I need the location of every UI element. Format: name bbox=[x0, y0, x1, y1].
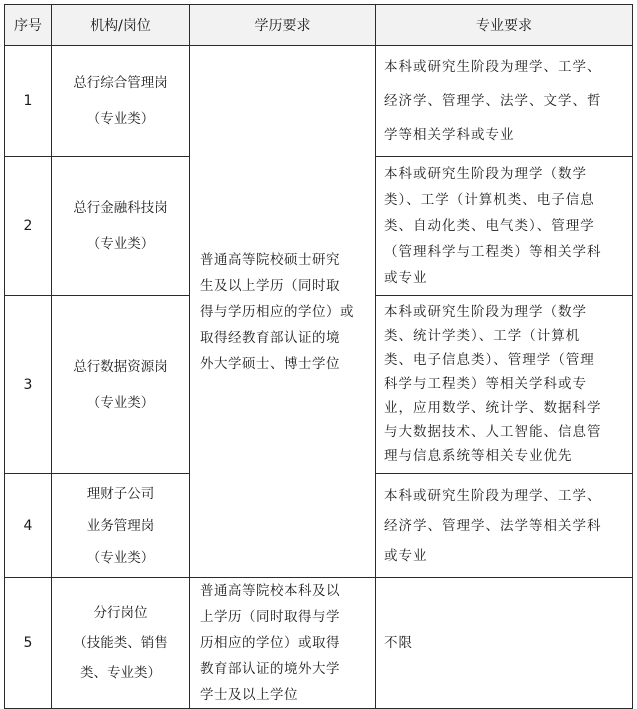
major-line: 与大数据技术、人工智能、信息管 bbox=[384, 424, 602, 440]
major-line: 或专业 bbox=[384, 547, 428, 564]
row-number: 2 bbox=[5, 157, 52, 296]
header-no: 序号 bbox=[5, 5, 52, 46]
position-line: （专业类） bbox=[86, 394, 155, 411]
row-number: 4 bbox=[5, 474, 52, 578]
position-line: 理财子公司 bbox=[86, 485, 155, 502]
education-line: 普通高等院校本科及以 bbox=[200, 583, 340, 599]
table-row bbox=[5, 46, 633, 157]
major-line: 类、统计学类）、工学（计算机 bbox=[384, 328, 581, 344]
row-number: 5 bbox=[5, 578, 52, 709]
row-number: 3 bbox=[5, 296, 52, 474]
education-line: 外大学硕士、博士学位 bbox=[200, 355, 340, 372]
position-line: 类、专业类） bbox=[80, 665, 161, 681]
major-cell bbox=[376, 157, 633, 296]
table-row bbox=[5, 578, 633, 709]
header-major: 专业要求 bbox=[376, 5, 633, 46]
position-line: （专业类） bbox=[86, 236, 155, 252]
education-line: 历相应的学位）或取得 bbox=[200, 635, 340, 651]
major-cell bbox=[376, 578, 633, 709]
major-line: 理与信息系统等相关专业优先 bbox=[384, 448, 573, 464]
header-row bbox=[5, 5, 633, 46]
header-education: 学历要求 bbox=[190, 5, 376, 46]
major-line: 经济学、管理学、法学、文学、哲 bbox=[384, 93, 602, 109]
row-number: 1 bbox=[5, 46, 52, 157]
major-line: 本科或研究生阶段为理学、工学、 bbox=[384, 487, 602, 504]
major-line: 本科或研究生阶段为理学（数学 bbox=[384, 304, 587, 320]
major-line: 科学与工程类）等相关学科或专 bbox=[384, 376, 587, 392]
position-cell bbox=[52, 296, 190, 474]
major-cell bbox=[376, 474, 633, 578]
requirements-table bbox=[4, 4, 633, 709]
education-line: 上学历（同时取得与学 bbox=[200, 609, 340, 625]
education-line: 生及以上学历（同时取 bbox=[200, 277, 340, 294]
major-line: 不限 bbox=[384, 635, 413, 651]
major-line: 类）、工学（计算机类、电子信息 bbox=[384, 192, 595, 208]
position-line: （专业类） bbox=[86, 111, 155, 127]
major-line: 类、电子信息类）、管理学（管理 bbox=[384, 352, 595, 368]
education-line: 取得经教育部认证的境 bbox=[200, 329, 340, 346]
major-line: 类、自动化类、电气类）、管理学 bbox=[384, 218, 595, 234]
position-line: 分行岗位 bbox=[93, 605, 148, 621]
major-line: 业，应用数学、统计学、数据科学 bbox=[384, 400, 602, 416]
position-cell bbox=[52, 578, 190, 709]
major-line: 学等相关学科或专业 bbox=[384, 127, 515, 143]
major-line: 或专业 bbox=[384, 270, 428, 286]
major-line: 经济学、管理学、法学等相关学科 bbox=[384, 517, 602, 534]
position-line: 总行金融科技岗 bbox=[73, 200, 168, 216]
education-line: 教育部认证的境外大学 bbox=[200, 661, 340, 677]
major-line: 本科或研究生阶段为理学、工学、 bbox=[384, 59, 602, 75]
major-cell bbox=[376, 296, 633, 474]
position-line: 业务管理岗 bbox=[86, 517, 155, 534]
position-line: （技能类、销售 bbox=[73, 635, 168, 651]
position-cell bbox=[52, 157, 190, 296]
position-cell bbox=[52, 474, 190, 578]
header-position: 机构/岗位 bbox=[52, 5, 190, 46]
position-line: （专业类） bbox=[86, 549, 155, 566]
major-line: （管理科学与工程类）等相关学科 bbox=[384, 244, 602, 260]
requirements-table-container bbox=[4, 4, 632, 703]
major-line: 本科或研究生阶段为理学（数学 bbox=[384, 166, 587, 182]
education-line: 学士及以上学位 bbox=[200, 687, 298, 703]
position-line: 总行综合管理岗 bbox=[73, 75, 168, 91]
education-line: 得与学历相应的学位）或 bbox=[200, 303, 354, 320]
position-line: 总行数据资源岗 bbox=[73, 358, 168, 375]
position-cell bbox=[52, 46, 190, 157]
major-cell bbox=[376, 46, 633, 157]
education-cell-graduate bbox=[190, 46, 376, 578]
education-cell-undergraduate bbox=[190, 578, 376, 709]
education-line: 普通高等院校硕士研究 bbox=[200, 251, 340, 268]
